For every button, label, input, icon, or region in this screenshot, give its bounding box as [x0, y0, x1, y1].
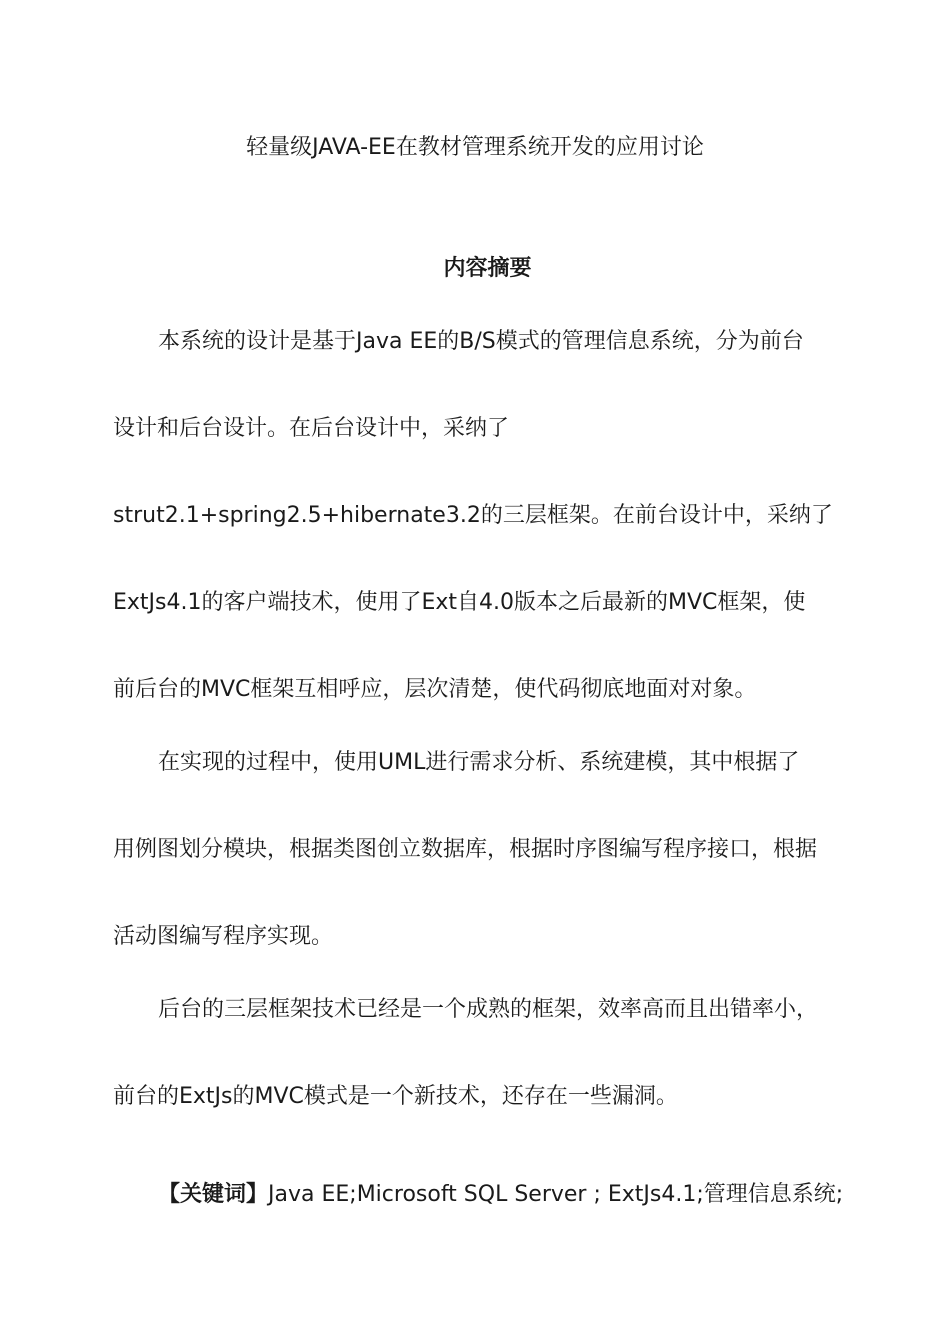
keywords-text: Java EE;Microsoft SQL Server ; ExtJs4.1;管理信息系统; — [268, 1182, 844, 1207]
paragraph-1-line-1: 本系统的设计是基于Java EE的B/S模式的管理信息系统，分为前台 — [158, 329, 804, 354]
keywords-label: 【关键词】 — [158, 1182, 269, 1207]
paragraph-2-line-1: 在实现的过程中，使用UML进行需求分析、系统建模，其中根据了 — [158, 750, 800, 775]
paragraph-3-line-1: 后台的三层框架技术已经是一个成熟的框架，效率高而且出错率小， — [158, 997, 819, 1022]
keywords-line — [158, 1180, 843, 1210]
paragraph-2-line-3: 活动图编写程序实现。 — [113, 924, 334, 949]
document-title: 轻量级JAVA-EE在教材管理系统开发的应用讨论 — [246, 135, 704, 160]
paragraph-3-line-2: 前台的ExtJs的MVC模式是一个新技术，还存在一些漏洞。 — [113, 1084, 678, 1109]
paragraph-1-line-4: ExtJs4.1的客户端技术，使用了Ext自4.0版本之后最新的MVC框架，使 — [113, 590, 806, 615]
abstract-heading: 内容摘要 — [443, 256, 532, 281]
paragraph-1-line-3: strut2.1+spring2.5+hibernate3.2的三层框架。在前台设计中，采纳了 — [113, 503, 833, 528]
paragraph-1-line-5: 前后台的MVC框架互相呼应，层次清楚，使代码彻底地面对对象。 — [113, 677, 757, 702]
paragraph-2-line-2: 用例图划分模块，根据类图创立数据库，根据时序图编写程序接口，根据 — [113, 837, 818, 862]
paragraph-1-line-2: 设计和后台设计。在后台设计中，采纳了 — [113, 416, 510, 441]
